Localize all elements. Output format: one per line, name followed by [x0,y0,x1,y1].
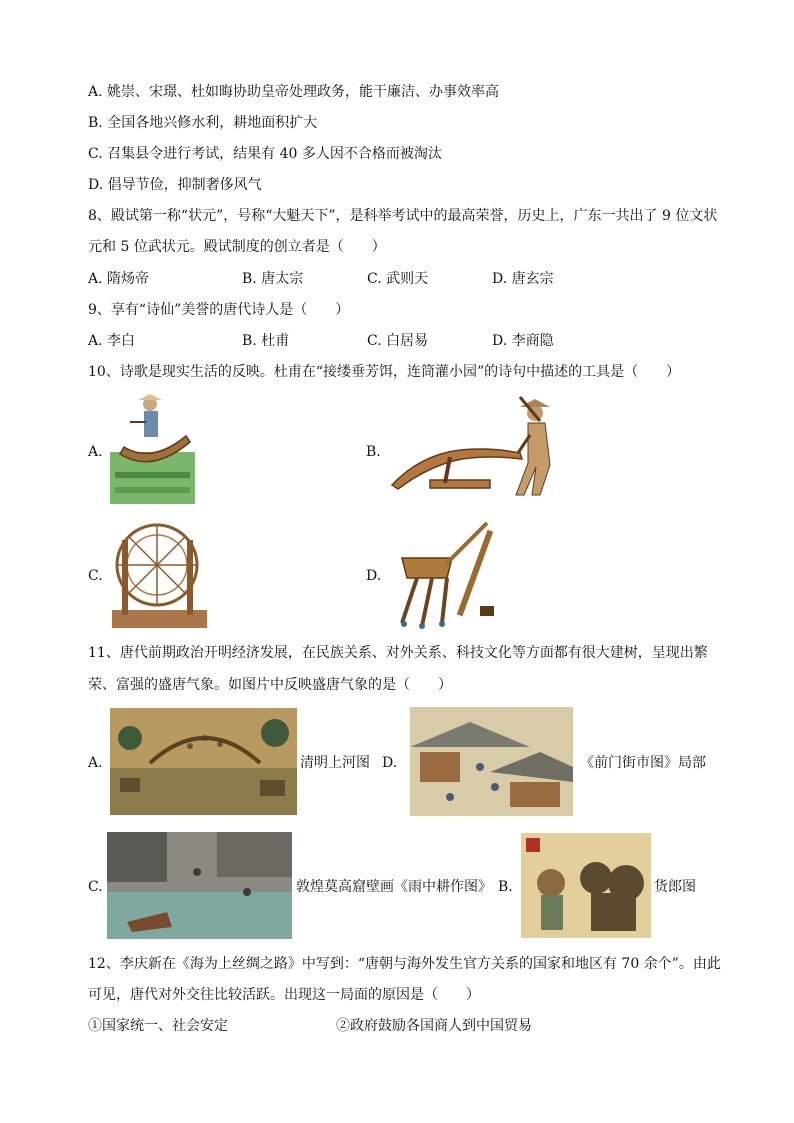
q9-option-b: B. 杜甫 [242,333,290,349]
q8-option-b: B. 唐太宗 [242,271,304,287]
q8-option-c: C. 武则天 [367,271,429,287]
qianmen-street-painting-image [410,707,573,816]
q8-option-a: A. 隋炀帝 [88,271,150,287]
q9-option-d: D. 李商隐 [492,333,554,349]
q9-stem: 9、享有“诗仙”美誉的唐代诗人是（ ） [88,302,350,318]
q7-option-b: B. 全国各地兴修水利，耕地面积扩大 [88,115,318,131]
q7-option-a: A. 姚崇、宋璟、杜如晦协助皇帝处理政务，能干廉洁、办事效率高 [88,84,500,100]
q10-label-d: D. [366,568,382,584]
dunhuang-mural-image [107,832,292,939]
q11-caption-c: 敦煌莫高窟壁画《雨中耕作图》 [296,879,492,895]
q10-label-c: C. [88,568,103,584]
q10-stem: 10、诗歌是现实生活的反映。杜甫在“接缕垂芳饵，连筒灌小园”的诗句中描述的工具是（ ） [88,364,681,380]
q7-option-c: C. 召集县令进行考试，结果有 40 多人因不合格而被淘汰 [88,146,442,162]
q8-stem-line1: 8、殿试第一称“状元”，号称“大魁天下”，是科举考试中的最高荣誉，历史上，广东一共出了 9 位文状 [88,208,718,224]
q11-stem-line1: 11、唐代前期政治开明经济发展，在民族关系、对外关系、科技文化等方面都有很大建树，呈现出繁 [88,645,708,661]
q12-item-1: ①国家统一、社会安定 [88,1018,228,1034]
boat-fisher-image [110,392,195,504]
plough-farmer-image [390,395,570,500]
q10-label-b: B. [366,444,381,460]
q11-label-c: C. [88,879,103,895]
q11-label-a: A. [88,755,103,771]
q12-item-2: ②政府鼓励各国商人到中国贸易 [336,1018,532,1034]
q12-stem-line2: 可见，唐代对外交往比较活跃。出现这一局面的原因是（ ） [88,987,480,1003]
q11-label-b: B. [498,879,513,895]
q11-caption-b: 货郎图 [654,879,696,895]
q8-stem-line2: 元和 5 位武状元。殿试制度的创立者是（ ） [88,239,386,255]
q11-stem-line2: 荣、富强的盛唐气象。如图片中反映盛唐气象的是（ ） [88,677,452,693]
qingming-painting-image [110,708,297,815]
q8-option-d: D. 唐玄宗 [492,271,554,287]
q10-label-a: A. [88,444,103,460]
peddler-painting-image [521,833,651,938]
q9-option-c: C. 白居易 [367,333,429,349]
q12-stem-line1: 12、李庆新在《海为上丝绸之路》中写到：“唐朝与海外发生官方关系的国家和地区有 70 余个”。由此 [88,956,721,972]
q9-option-a: A. 李白 [88,333,136,349]
q11-label-d: D. [382,755,398,771]
q7-option-d: D. 倡导节俭，抑制奢侈风气 [88,177,262,193]
seed-drill-image [392,518,500,630]
waterwheel-image [112,520,207,628]
q11-caption-d: 《前门街市图》局部 [580,755,706,771]
q11-caption-a: 清明上河图 [300,755,370,771]
